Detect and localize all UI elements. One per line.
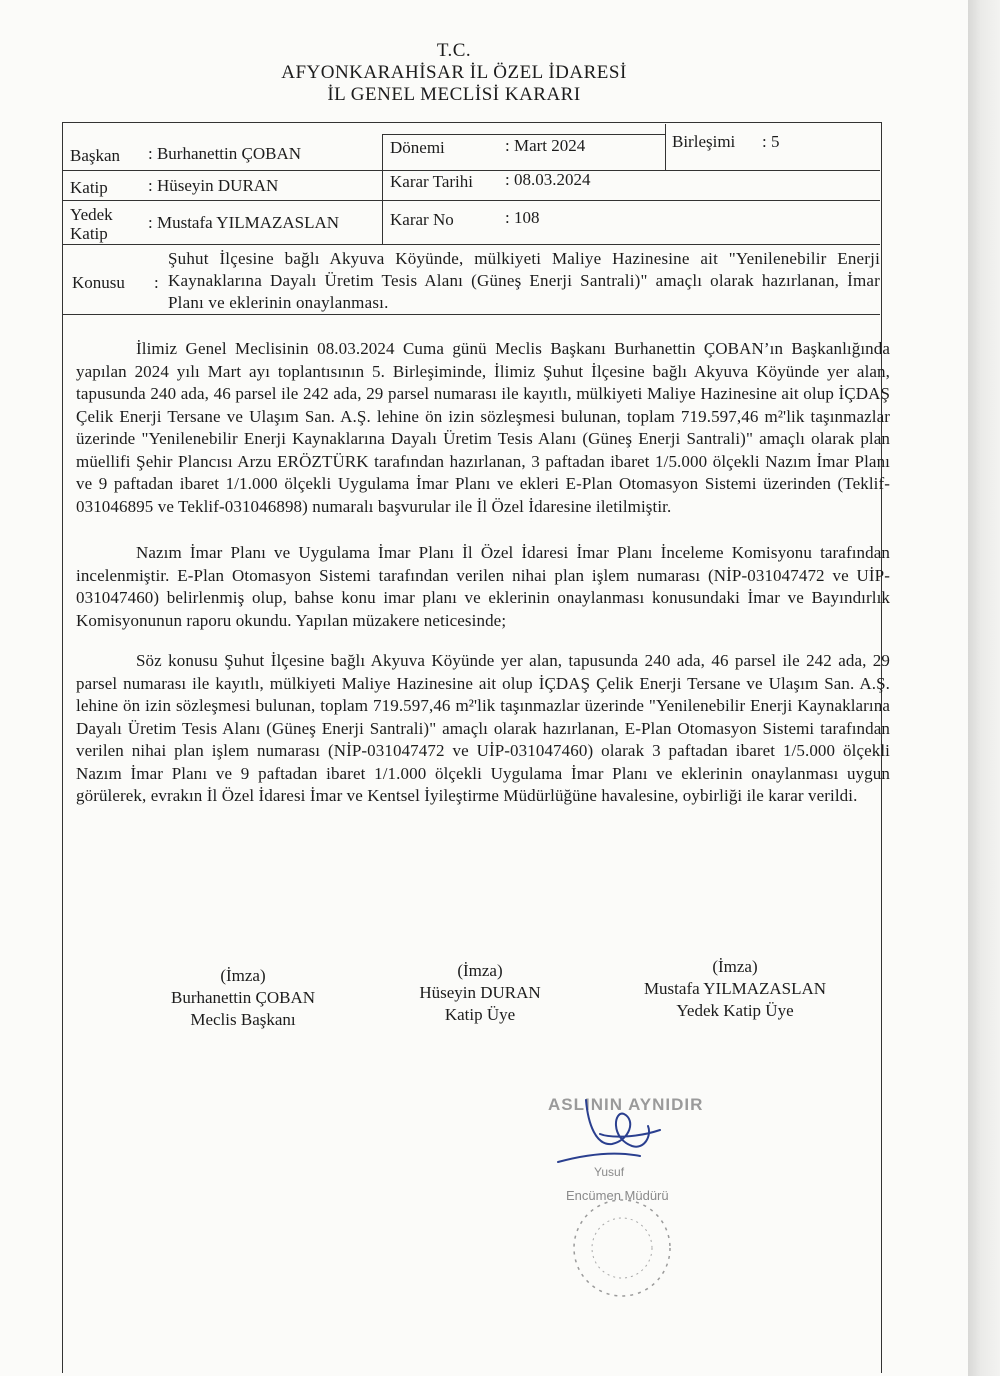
header-institution: AFYONKARAHİSAR İL ÖZEL İDARESİ xyxy=(281,62,627,83)
karar-tarihi-value: : 08.03.2024 xyxy=(505,170,591,189)
seal-circle xyxy=(574,1200,670,1296)
table-divider xyxy=(382,134,665,135)
decision-paragraph-1: İlimiz Genel Meclisinin 08.03.2024 Cuma günü Meclis Başkanı Burhanettin ÇOBAN’ın Başkanlığında yapılan 2024 yılı Mart ayı toplantısının 5. Birleşiminde, İlimiz Şuhut İlçesine bağlı Akyuva Köyünde yer alan, tapusunda 240 ada, 46 parsel ile 242 ada, 29 parsel numarası ile kayıtlı, mülkiyeti Maliye Hazinesine ait olup İÇDAŞ Çelik Enerji Tersane ve Ulaşım San. A.Ş. lehine ön izin sözleşmesi bulunan, toplam 719.597,46 m²'lik taşınmazlar üzerinde "Yenilenebilir Enerji Kaynaklarına Dayalı Üretim Tesis Alanı (Güneş Enerji Santrali)" amaçlı olarak plan müellifi Şehir Plancısı Arzu ERÖZTÜRK tarafından hazırlanan, 3 paftadan ibaret 1/5.000 ölçekli Nazım İmar Planı ve 9 paftadan ibaret 1/1.000 ölçekli Uygulama İmar Planı ve ekleri E-Plan Otomasyon Sistemi üzerinden (Teklif-031046895 ve Teklif-031046898) numaralı başvurular ile İl Özel İdaresine iletilmiştir. xyxy=(76,339,890,516)
stamp-line-2: Yusuf xyxy=(594,1165,625,1179)
document-header xyxy=(0,40,968,106)
imza-label: (İmza) xyxy=(220,966,266,985)
table-divider xyxy=(62,244,880,245)
signatory-name: Mustafa YILMAZASLAN xyxy=(643,979,827,998)
signatory-name: Hüseyin DURAN xyxy=(419,983,541,1002)
karar-no-value: : 108 xyxy=(505,208,540,227)
birlesimi-label: Birleşimi xyxy=(672,132,736,151)
signatory-title: Meclis Başkanı xyxy=(190,1010,296,1029)
donemi-value: : Mart 2024 xyxy=(505,136,586,155)
table-divider xyxy=(62,314,880,315)
konusu-label: Konusu xyxy=(72,273,125,292)
konusu-text: Şuhut İlçesine bağlı Akyuva Köyünde, mülkiyeti Maliye Hazinesine ait "Yenilenebilir Enerji Kaynaklarına Dayalı Üretim Tesis Alanı (Güneş Enerji Santrali)" amaçlı olarak hazırlanan, İmar Planı ve eklerinin onaylanması. xyxy=(168,249,880,312)
signatory-title: Katip Üye xyxy=(444,1005,516,1024)
certified-copy-stamp xyxy=(540,1080,760,1310)
signature-block-katip xyxy=(390,960,570,1026)
stamp-line-1: ASLININ AYNIDIR xyxy=(548,1095,704,1114)
signatory-name: Burhanettin ÇOBAN xyxy=(170,988,316,1007)
table-divider xyxy=(665,124,666,170)
donemi-label: Dönemi xyxy=(390,138,445,157)
konusu-colon: : xyxy=(154,273,159,292)
birlesimi-value: : 5 xyxy=(762,132,780,151)
scan-edge xyxy=(968,0,1000,1376)
signature-block-yedek-katip xyxy=(615,956,855,1022)
header-tc: T.C. xyxy=(436,40,472,61)
decision-paragraph-3: Söz konusu Şuhut İlçesine bağlı Akyuva Köyünde yer alan, tapusunda 240 ada, 46 parsel ile 242 ada, 29 parsel numarası ile kayıtlı, mülkiyeti Maliye Hazinesine ait olup İÇDAŞ Çelik Enerji Tersane ve Ulaşım San. A.Ş. lehine ön izin sözleşmesi bulunan, toplam 719.597,46 m²'lik taşınmazlar üzerinde "Yenilenebilir Enerji Kaynaklarına Dayalı Üretim Tesis Alanı (Güneş Enerji Santrali)" amaçlı olarak hazırlanan, E-Plan Otomasyon Sistemi tarafından verilen nihai plan işlem numarası (NİP-031047472 ve UİP-031047460) olarak 3 paftadan ibaret 1/5.000 ölçekli Nazım İmar Planı ve 9 paftadan ibaret 1/1.000 ölçekli Uygulama İmar Planı ve eklerinin onaylanması uygun görülerek, evrakın İl Özel İdaresi İmar ve Kentsel İyileştirme Müdürlüğüne havalesine, oybirliği ile karar verildi. xyxy=(76,651,890,805)
header-title: İL GENEL MECLİSİ KARARI xyxy=(327,84,581,105)
karar-no-label: Karar No xyxy=(390,210,454,229)
yedek-katip-label: Yedek Katip xyxy=(70,205,113,243)
table-divider xyxy=(62,200,880,201)
katip-label: Katip xyxy=(70,178,108,197)
yedek-katip-value: : Mustafa YILMAZASLAN xyxy=(148,213,340,232)
decision-paragraph-2: Nazım İmar Planı ve Uygulama İmar Planı İl Özel İdaresi İmar Planı İnceleme Komisyonu tarafından incelenmiştir. E-Plan Otomasyon Sistemi tarafından verilen nihai plan işlem numarası (NİP-031047472 ve UİP-031047460) belirlenmiş olup, bahse konu imar planı ve eklerinin onaylanması konusundaki İmar ve Bayındırlık Komisyonunun raporu okundu. Yapılan müzakere neticesinde; xyxy=(76,543,890,630)
baskan-value: : Burhanettin ÇOBAN xyxy=(148,144,301,163)
katip-value: : Hüseyin DURAN xyxy=(148,176,279,195)
imza-label: (İmza) xyxy=(712,957,758,976)
karar-tarihi-label: Karar Tarihi xyxy=(390,172,473,191)
signatory-title: Yedek Katip Üye xyxy=(676,1001,794,1020)
table-divider xyxy=(382,134,383,244)
baskan-label: Başkan xyxy=(70,146,121,165)
stamp-line-3: Encümen Müdürü xyxy=(566,1188,669,1203)
signature-block-baskan xyxy=(148,965,338,1031)
seal-inner-circle xyxy=(592,1218,652,1278)
table-divider xyxy=(62,170,880,171)
imza-label: (İmza) xyxy=(457,961,503,980)
